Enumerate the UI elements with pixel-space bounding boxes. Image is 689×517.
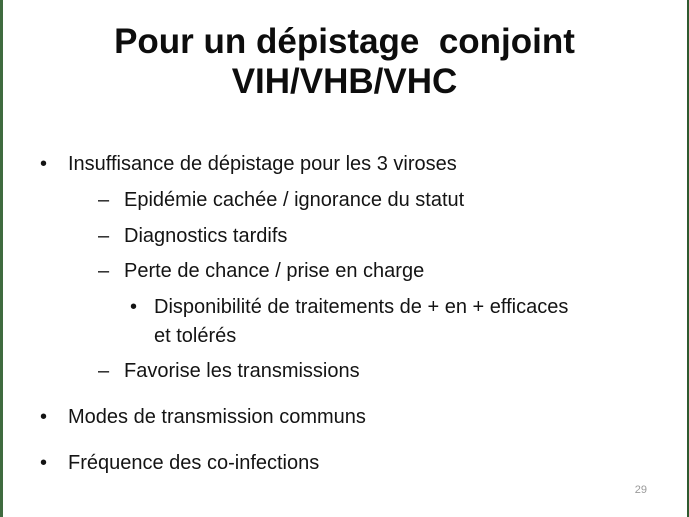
sub-item-perte-de-chance: Perte de chance / prise en charge [124,260,425,282]
bullet-marker: • [40,406,48,428]
bullet-item-frequence: Fréquence des co-infections [68,452,320,474]
title-line-2: VIH/VHB/VHC [231,62,458,101]
sub-sub-item-disponibilite-line-2: et tolérés [154,325,237,347]
sub-sub-item-disponibilite-line-1: Disponibilité de traitements de + en + efficaces [154,296,569,318]
sub-item-epidemie: Epidémie cachée / ignorance du statut [124,189,465,211]
bullet-item-modes: Modes de transmission communs [68,406,366,428]
dash-marker: – [98,260,110,282]
dash-marker: – [98,360,110,382]
bullet-item-insuffisance: Insuffisance de dépistage pour les 3 viroses [68,153,457,175]
dash-marker: – [98,189,110,211]
page-number: 29 [634,484,647,496]
bullet-marker: • [40,153,48,175]
bullet-marker: • [130,296,138,318]
sub-item-favorise: Favorise les transmissions [124,360,360,382]
dash-marker: – [98,225,110,247]
bullet-marker: • [40,452,48,474]
sub-item-diagnostics: Diagnostics tardifs [124,225,288,247]
title-line-1: Pour un dépistage conjoint [114,22,575,61]
